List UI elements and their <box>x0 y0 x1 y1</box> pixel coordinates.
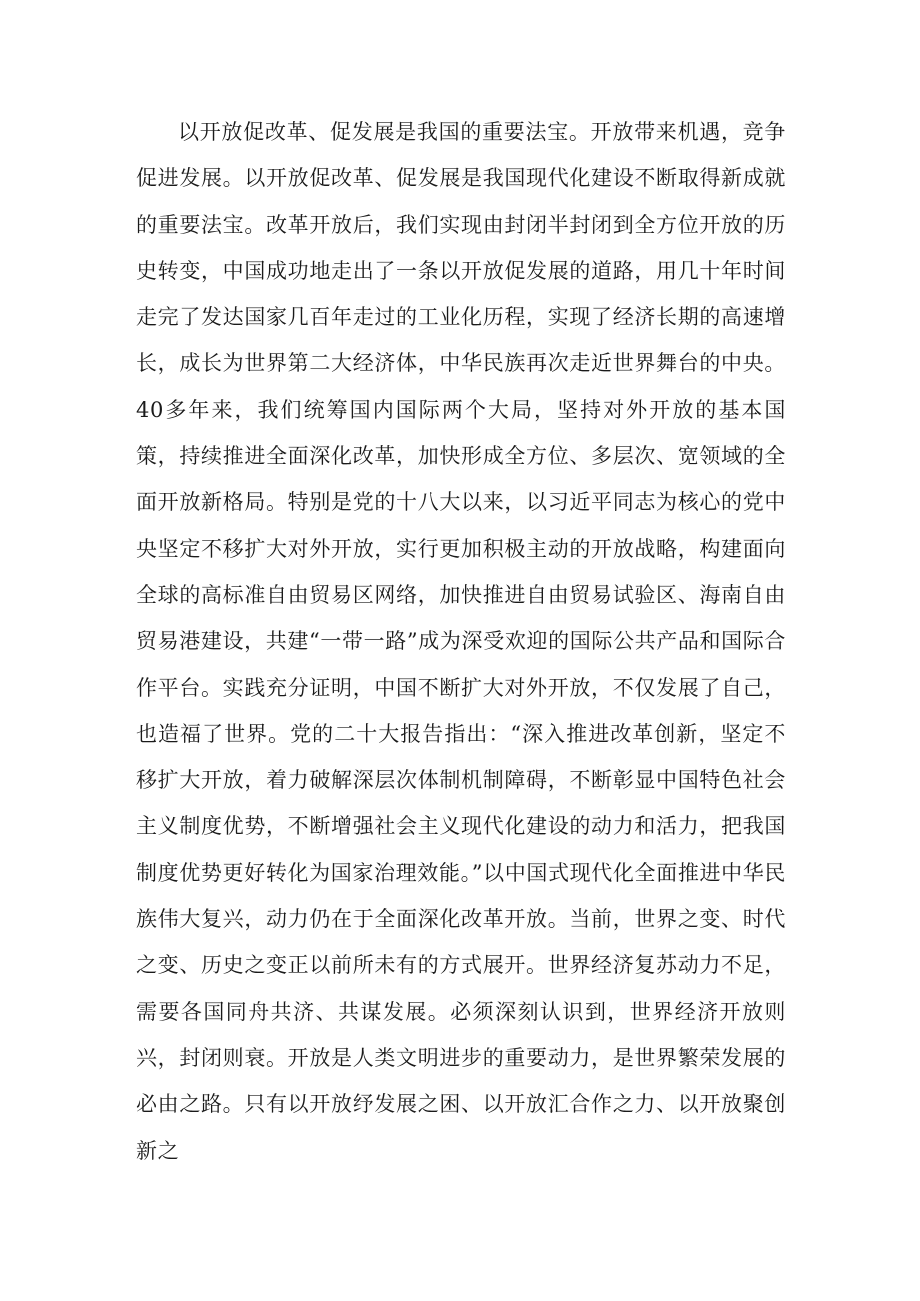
body-paragraph: 以开放促改革、促发展是我国的重要法宝。开放带来机遇，竞争促进发展。以开放促改革、促发展是我国现代化建设不断取得新成就的重要法宝。改革开放后，我们实现由封闭半封闭到全方位开放的历史转变，中国成功地走出了一条以开放促发展的道路，用几十年时间走完了发达国家几百年走过的工业化历程，实现了经济长期的高速增长，成长为世界第二大经济体，中华民族再次走近世界舞台的中央。40多年来，我们统筹国内国际两个大局，坚持对外开放的基本国策，持续推进全面深化改革，加快形成全方位、多层次、宽领域的全面开放新格局。特别是党的十八大以来，以习近平同志为核心的党中央坚定不移扩大对外开放，实行更加积极主动的开放战略，构建面向全球的高标准自由贸易区网络，加快推进自由贸易试验区、海南自由贸易港建设，共建“一带一路”成为深受欢迎的国际公共产品和国际合作平台。实践充分证明，中国不断扩大对外开放，不仅发展了自己，也造福了世界。党的二十大报告指出：“深入推进改革创新，坚定不移扩大开放，着力破解深层次体制机制障碍，不断彰显中国特色社会主义制度优势，不断增强社会主义现代化建设的动力和活力，把我国制度优势更好转化为国家治理效能。”以中国式现代化全面推进中华民族伟大复兴，动力仍在于全面深化改革开放。当前，世界之变、时代之变、历史之变正以前所未有的方式展开。世界经济复苏动力不足，需要各国同舟共济、共谋发展。必须深刻认识到，世界经济开放则兴，封闭则衰。开放是人类文明进步的重要动力，是世界繁荣发展的必由之路。只有以开放纾发展之困、以开放汇合作之力、以开放聚创新之 <box>136 120 786 1163</box>
